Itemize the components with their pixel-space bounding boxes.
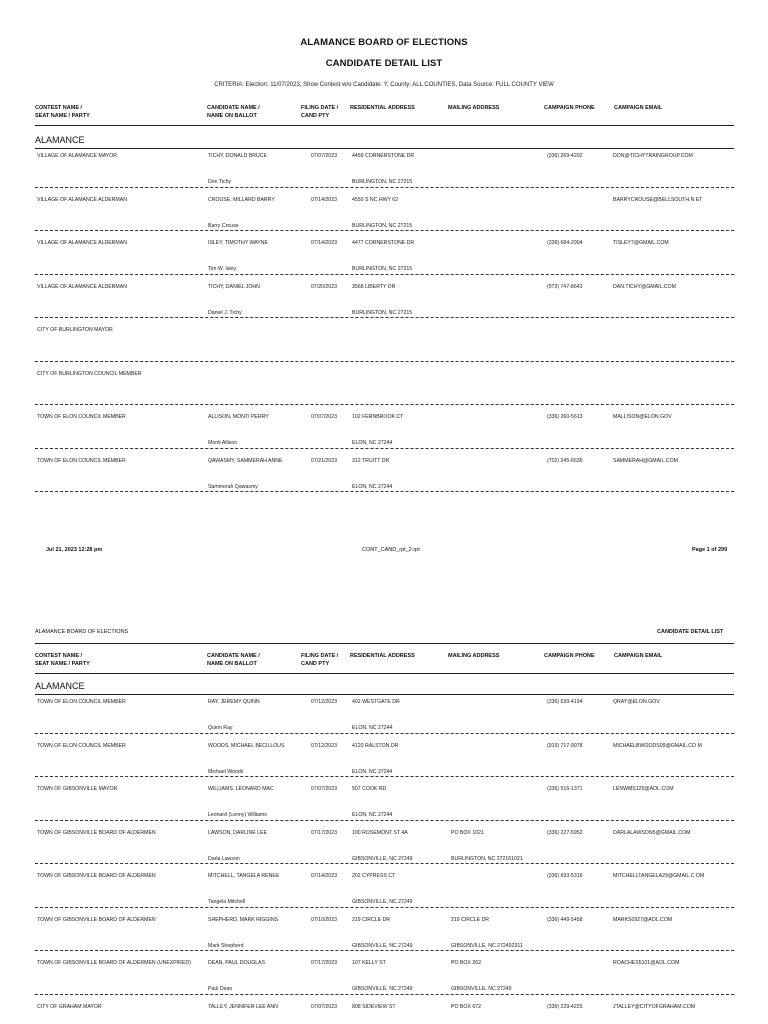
campaign-email: DAN.TICHY@GMAIL.COM	[613, 283, 676, 290]
residential-city: ELON, NC 27244	[352, 440, 393, 446]
name-on-ballot: Barry Crouse	[208, 222, 239, 229]
name-on-ballot: Don Tichy	[208, 179, 232, 185]
name-on-ballot: Mark Shepherd	[208, 942, 244, 949]
residential-city: BURLINGTON, NC 27215	[352, 309, 413, 316]
residential-address: 507 COOK RD	[352, 786, 387, 792]
campaign-phone: (336) 684-2904	[547, 240, 583, 246]
filing-date: 07/07/2023	[311, 1003, 337, 1010]
col-contest-1: CONTEST NAME /	[35, 653, 83, 659]
residential-address: 202 CYPRESS CT	[352, 873, 396, 879]
row-divider	[35, 491, 734, 492]
name-on-ballot: Quinn Ray	[208, 725, 233, 731]
col-email: CAMPAIGN EMAIL	[614, 653, 663, 659]
residential-address: 402 WESTGATE DR	[352, 699, 400, 705]
row-divider	[35, 733, 734, 734]
row-divider	[35, 994, 734, 995]
candidate-name: WOODS, MICHAEL BECILLOUS	[208, 742, 285, 749]
campaign-email: TISLEY7@GMAIL.COM	[613, 240, 669, 246]
residential-address: 808 SIDEVIEW ST	[352, 1003, 396, 1010]
candidate-name: LAWSON, DARLINE LEE	[208, 829, 267, 836]
campaign-phone: (336) 229-4225	[547, 1003, 583, 1010]
residential-address: 312 TRUITT DR	[352, 457, 390, 464]
mailing-address: PO BOX 262	[451, 960, 481, 966]
campaign-email: BARRYCROUSE@BELLSOUTH.N ET	[613, 196, 703, 203]
filing-date: 07/14/2023	[311, 196, 337, 203]
campaign-email: ROACHES5101@AOL.COM	[613, 960, 680, 966]
candidate-name: WILLIAMS, LEONARD MAC	[208, 786, 274, 792]
col-candidate-1: CANDIDATE NAME /	[207, 653, 260, 659]
contest-name: CITY OF BURLINGTON MAYOR	[37, 327, 113, 333]
name-on-ballot: Sammerah Qawasmy	[208, 483, 258, 490]
contest-name: TOWN OF ELON COUNCIL MEMBER	[37, 414, 126, 420]
campaign-phone: (336) 269-4202	[547, 153, 583, 159]
col-filing-2: CAND PTY	[301, 113, 330, 119]
candidate-name: MITCHELL, TANGELA RENEE	[208, 873, 280, 879]
col-phone: CAMPAIGN PHONE	[544, 653, 595, 659]
row-divider	[35, 907, 734, 908]
row-divider	[35, 361, 734, 362]
candidate-name: CROUSE, MILLARD BARRY	[208, 196, 275, 203]
page2-county-label: ALAMANCE	[35, 681, 85, 691]
report-title: ALAMANCE BOARD OF ELECTIONS	[300, 37, 468, 48]
mailing-city: GIBSONVILLE, NC 27249	[451, 986, 512, 992]
footer-date: Jul 21, 2023 12:28 pm	[46, 547, 103, 553]
col-phone: CAMPAIGN PHONE	[544, 105, 595, 111]
campaign-phone: (336) 449-5458	[547, 916, 583, 923]
header-rule	[35, 125, 734, 126]
name-on-ballot: Darla Lawson	[208, 855, 240, 862]
residential-city: ELON, NC 27244	[352, 812, 393, 818]
residential-address: 4459 CORNERSTONE DR	[352, 153, 415, 159]
residential-city: GIBSONVILLE, NC 27249	[352, 855, 413, 862]
county-rule	[35, 148, 734, 149]
name-on-ballot: Monti Allison	[208, 440, 238, 446]
page2-title: CANDIDATE DETAIL LIST	[657, 629, 724, 635]
candidate-name: TALLEY, JENNIFER LEE ANN	[208, 1003, 278, 1010]
campaign-phone: (336) 639-4194	[547, 699, 583, 705]
col-candidate-2: NAME ON BALLOT	[207, 661, 257, 667]
residential-city: BURLINGTON, NC 27215	[352, 222, 413, 229]
contest-name: CITY OF GRAHAM MAYOR	[37, 1003, 102, 1010]
residential-address: 3568 LIBERTY DR	[352, 283, 396, 290]
filing-date: 07/17/2023	[311, 829, 337, 836]
row-divider	[35, 274, 734, 275]
campaign-email: DON@TICHYTRAINGROUP.COM	[613, 153, 693, 159]
col-candidate-2: NAME ON BALLOT	[207, 113, 257, 119]
contest-name: TOWN OF GIBSONVILLE BOARD OF ALDERMEN (UNEXPIRED)	[37, 960, 191, 966]
campaign-phone: (919) 717-9078	[547, 742, 583, 749]
row-divider	[35, 820, 734, 821]
row-divider	[35, 863, 734, 864]
campaign-email: MITCHELLTANGELA29@GMAIL.C OM	[613, 873, 705, 879]
residential-address: 4120 RALSTON DR	[352, 742, 399, 749]
campaign-phone: (336) 227-5952	[547, 829, 583, 836]
report-criteria: CRITERIA: Election: 11/07/2023, Show Contest w/o Candidate: Y, County: ALL COUNTIES, Data Source: FULL COUNTY VIEW	[214, 82, 554, 88]
col-filing-1: FILING DATE /	[301, 105, 339, 111]
campaign-phone: (336) 693-5316	[547, 873, 583, 879]
contest-name: CITY OF BURLINGTON COUNCIL MEMBER	[37, 370, 142, 377]
page2-header-rule	[35, 673, 734, 674]
residential-address: 4550 S NC HWY 62	[352, 196, 399, 203]
residential-address: 100 ROSEMONT ST 4A	[352, 829, 408, 836]
candidate-name: TICHY, DANIEL JOHN	[208, 283, 260, 290]
col-mailing: MAILING ADDRESS	[448, 653, 500, 659]
campaign-email: SAMMERAH@GMAIL.COM	[613, 457, 678, 464]
name-on-ballot: Paul Dean	[208, 986, 233, 992]
filing-date: 07/07/2023	[311, 414, 337, 420]
col-mailing: MAILING ADDRESS	[448, 105, 500, 111]
contest-name: TOWN OF ELON COUNCIL MEMBER	[37, 699, 126, 705]
mailing-city: BURLINGTON, NC 272161021	[451, 855, 523, 862]
page2-county-rule	[35, 694, 734, 695]
filing-date: 07/17/2023	[311, 960, 337, 966]
mailing-city: GIBSONVILLE, NC 272492311	[451, 942, 523, 949]
contest-name: VILLAGE OF ALAMANCE MAYOR	[37, 153, 118, 159]
name-on-ballot: Leonard (Lenny) Williams	[208, 812, 267, 818]
col-contest-1: CONTEST NAME /	[35, 105, 83, 111]
candidate-name: QAWASMY, SAMMERAH ANNE	[208, 457, 283, 464]
page2-org: ALAMANCE BOARD OF ELECTIONS	[35, 629, 129, 635]
contest-name: TOWN OF GIBSONVILLE BOARD OF ALDERMEN	[37, 916, 156, 923]
filing-date: 07/07/2023	[311, 786, 337, 792]
candidate-name: RAY, JEREMY QUINN	[208, 699, 260, 705]
col-contest-2: SEAT NAME / PARTY	[35, 113, 90, 119]
report-subtitle: CANDIDATE DETAIL LIST	[325, 58, 443, 69]
candidate-name: DEAN, PAUL DOUGLAS	[208, 960, 266, 966]
col-filing-2: CAND PTY	[301, 661, 330, 667]
residential-city: ELON, NC 27244	[352, 483, 393, 490]
campaign-email: DARLALAWSON5@GMAIL.COM	[613, 829, 691, 836]
campaign-email: JTALLEY@CITYOFGRAHAM.COM	[613, 1003, 696, 1010]
campaign-phone: (702) 245-6636	[547, 457, 583, 464]
page2-top-rule	[35, 643, 734, 644]
contest-name: VILLAGE OF ALAMANCE ALDERMAN	[37, 196, 127, 203]
contest-name: TOWN OF GIBSONVILLE MAYOR	[37, 786, 118, 792]
candidate-name: TICHY, DONALD BRUCE	[208, 153, 267, 159]
row-divider	[35, 950, 734, 951]
filing-date: 07/12/2023	[311, 699, 337, 705]
row-divider	[35, 317, 734, 318]
mailing-address: PO BOX 672	[451, 1003, 481, 1010]
residential-city: ELON, NC 27244	[352, 725, 393, 731]
campaign-email: MALLISON@ELON.GOV	[613, 414, 672, 420]
campaign-email: MICHAELBWOODS09@GMAIL.CO M	[613, 742, 702, 749]
county-label: ALAMANCE	[35, 135, 85, 145]
filing-date: 07/20/2023	[311, 283, 337, 290]
name-on-ballot: Tim W. Isley	[208, 266, 237, 272]
campaign-phone: (336) 260-5613	[547, 414, 583, 420]
contest-name: TOWN OF ELON COUNCIL MEMBER	[37, 457, 126, 464]
residential-address: 102 FERNBROOK CT	[352, 414, 404, 420]
residential-address: 4477 CORNERSTONE DR	[352, 240, 415, 246]
residential-city: BURLINGTON, NC 27215	[352, 179, 413, 185]
row-divider	[35, 776, 734, 777]
campaign-phone: (973) 747-8643	[547, 283, 583, 290]
name-on-ballot: Michael Woods	[208, 768, 244, 775]
contest-name: TOWN OF GIBSONVILLE BOARD OF ALDERMEN	[37, 873, 156, 879]
filing-date: 07/12/2023	[311, 742, 337, 749]
mailing-address: PO BOX 1021	[451, 829, 484, 836]
campaign-email: LENWMS125@AOL.COM	[613, 786, 674, 792]
campaign-phone: (336) 516-1371	[547, 786, 583, 792]
col-residential: RESIDENTIAL ADDRESS	[350, 653, 415, 659]
name-on-ballot: Tangela Mitchell	[208, 899, 246, 905]
contest-name: TOWN OF GIBSONVILLE BOARD OF ALDERMEN	[37, 829, 156, 836]
row-divider	[35, 187, 734, 188]
candidate-name: ISLEY, TIMOTHY WAYNE	[208, 240, 268, 246]
residential-city: GIBSONVILLE, NC 27249	[352, 942, 413, 949]
col-email: CAMPAIGN EMAIL	[614, 105, 663, 111]
mailing-address: 219 CIRCLE DR	[451, 916, 490, 923]
name-on-ballot: Daniel J. Tichy	[208, 309, 242, 316]
contest-name: VILLAGE OF ALAMANCE ALDERMAN	[37, 283, 127, 290]
residential-city: GIBSONVILLE, NC 27249	[352, 899, 413, 905]
col-filing-1: FILING DATE /	[301, 653, 339, 659]
candidate-name: SHEPHERD, MARK RIGGINS	[208, 916, 279, 923]
campaign-email: MARKS0927@AOL.COM	[613, 916, 673, 923]
filing-date: 07/14/2023	[311, 873, 337, 879]
footer-report: CONT_CAND_rpt_2.rpt	[362, 547, 420, 553]
filing-date: 07/10/2023	[311, 916, 337, 923]
col-contest-2: SEAT NAME / PARTY	[35, 661, 90, 667]
residential-city: BURLINGTON, NC 27215	[352, 266, 413, 272]
col-candidate-1: CANDIDATE NAME /	[207, 105, 260, 111]
row-divider	[35, 404, 734, 405]
filing-date: 07/07/2023	[311, 153, 337, 159]
residential-address: 107 KELLY ST	[352, 960, 386, 966]
filing-date: 07/14/2023	[311, 240, 337, 246]
campaign-email: QRAY@ELON.GOV	[613, 699, 660, 705]
contest-name: TOWN OF ELON COUNCIL MEMBER	[37, 742, 126, 749]
residential-city: GIBSONVILLE, NC 27249	[352, 986, 413, 992]
candidate-name: ALLISON, MONTI PERRY	[208, 414, 269, 420]
residential-address: 219 CIRCLE DR	[352, 916, 391, 923]
contest-name: VILLAGE OF ALAMANCE ALDERMAN	[37, 240, 127, 246]
residential-city: ELON, NC 27244	[352, 768, 393, 775]
row-divider	[35, 448, 734, 449]
row-divider	[35, 230, 734, 231]
filing-date: 07/21/2023	[311, 457, 337, 464]
footer-page: Page 1 of 299	[692, 547, 728, 553]
col-residential: RESIDENTIAL ADDRESS	[350, 105, 415, 111]
